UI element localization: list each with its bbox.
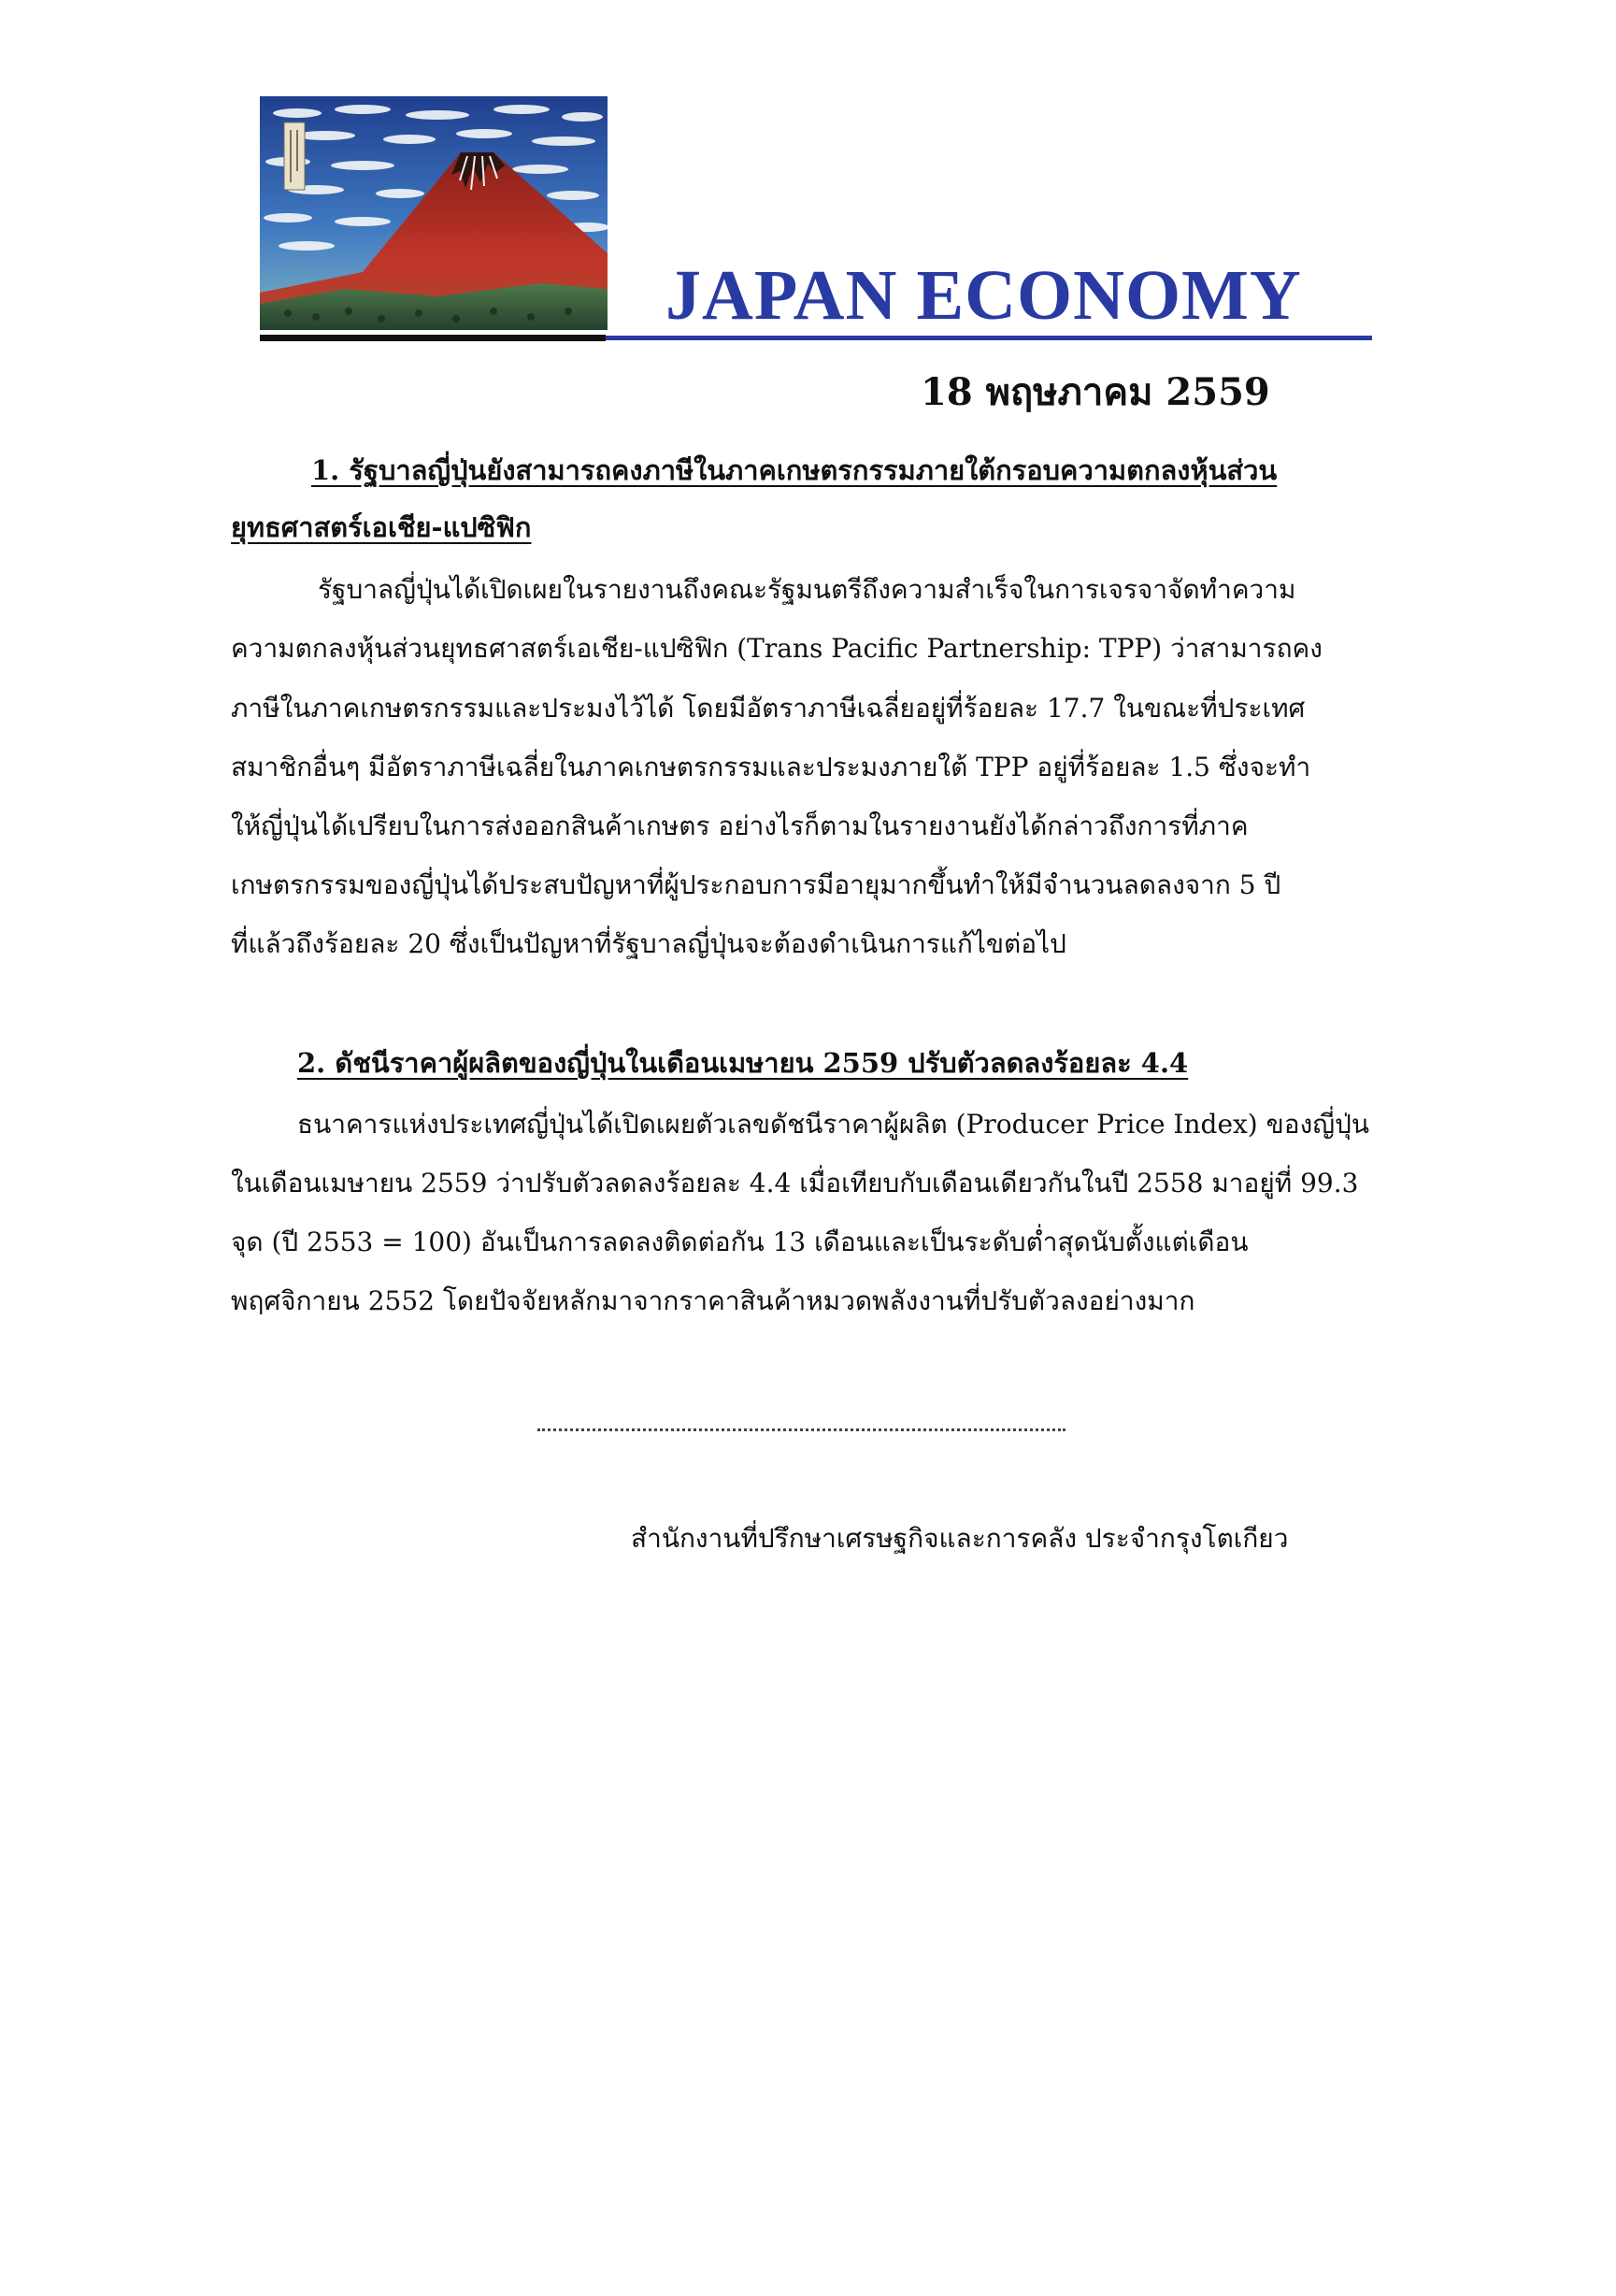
- header-rule-blue: [606, 336, 1372, 340]
- section2-body-line: จุด (ปี 2553 = 100) อันเป็นการลดลงติดต่อกัน 13 เดือนและเป็นระดับต่ำสุดนับตั้งแต่เดือน: [231, 1227, 1249, 1257]
- red-fuji-header-image: [260, 96, 608, 330]
- dotted-divider: [537, 1428, 1065, 1431]
- brand-title: JAPAN ECONOMY: [665, 256, 1302, 335]
- section1-body-line: รัฐบาลญี่ปุ่นได้เปิดเผยในรายงานถึงคณะรัฐมนตรีถึงความสำเร็จในการเจรจาจัดทำความ: [318, 574, 1296, 605]
- section2-body-line: ในเดือนเมษายน 2559 ว่าปรับตัวลดลงร้อยละ 4.4 เมื่อเทียบกับเดือนเดียวกันในปี 2558 มาอยู่ที่ 99.3: [231, 1168, 1359, 1198]
- office-signature: สำนักงานที่ปรึกษาเศรษฐกิจและการคลัง ประจำกรุงโตเกียว: [631, 1523, 1289, 1554]
- document-date: 18 พฤษภาคม 2559: [921, 370, 1270, 414]
- section1-body-line: สมาชิกอื่นๆ มีอัตราภาษีเฉลี่ยในภาคเกษตรกรรมและประมงภายใต้ TPP อยู่ที่ร้อยละ 1.5 ซึ่งจะทำ: [231, 752, 1311, 782]
- section1-body-line: ให้ญี่ปุ่นได้เปรียบในการส่งออกสินค้าเกษตร อย่างไรก็ตามในรายงานยังได้กล่าวถึงการที่ภาค: [231, 811, 1249, 841]
- header-rule-black: [260, 335, 606, 341]
- section1-body-line: ภาษีในภาคเกษตรกรรมและประมงไว้ได้ โดยมีอัตราภาษีเฉลี่ยอยู่ที่ร้อยละ 17.7 ในขณะที่ประเทศ: [231, 693, 1306, 724]
- section1-body-line: ที่แล้วถึงร้อยละ 20 ซึ่งเป็นปัญหาที่รัฐบาลญี่ปุ่นจะต้องดำเนินการแก้ไขต่อไป: [231, 928, 1066, 959]
- section1-heading-line1: 1. รัฐบาลญี่ปุ่นยังสามารถคงภาษีในภาคเกษตรกรรมภายใต้กรอบความตกลงหุ้นส่วน: [311, 454, 1278, 486]
- section1-heading-line2: ยุทธศาสตร์เอเชีย-แปซิฟิก: [231, 511, 532, 543]
- section2-heading: 2. ดัชนีราคาผู้ผลิตของญี่ปุ่นในเดือนเมษายน 2559 ปรับตัวลดลงร้อยละ 4.4: [297, 1047, 1189, 1079]
- section1-body-line: เกษตรกรรมของญี่ปุ่นได้ประสบปัญหาที่ผู้ประกอบการมีอายุมากขึ้นทำให้มีจำนวนลดลงจาก 5 ปี: [231, 869, 1281, 900]
- section1-body-line: ความตกลงหุ้นส่วนยุทธศาสตร์เอเชีย-แปซิฟิก (Trans Pacific Partnership: TPP) ว่าสามารถคง: [231, 633, 1323, 664]
- section2-body-line: ธนาคารแห่งประเทศญี่ปุ่นได้เปิดเผยตัวเลขดัชนีราคาผู้ผลิต (Producer Price Index) ของญี่ปุ่น: [297, 1109, 1370, 1140]
- section2-body-line: พฤศจิกายน 2552 โดยปัจจัยหลักมาจากราคาสินค้าหมวดพลังงานที่ปรับตัวลงอย่างมาก: [231, 1285, 1195, 1316]
